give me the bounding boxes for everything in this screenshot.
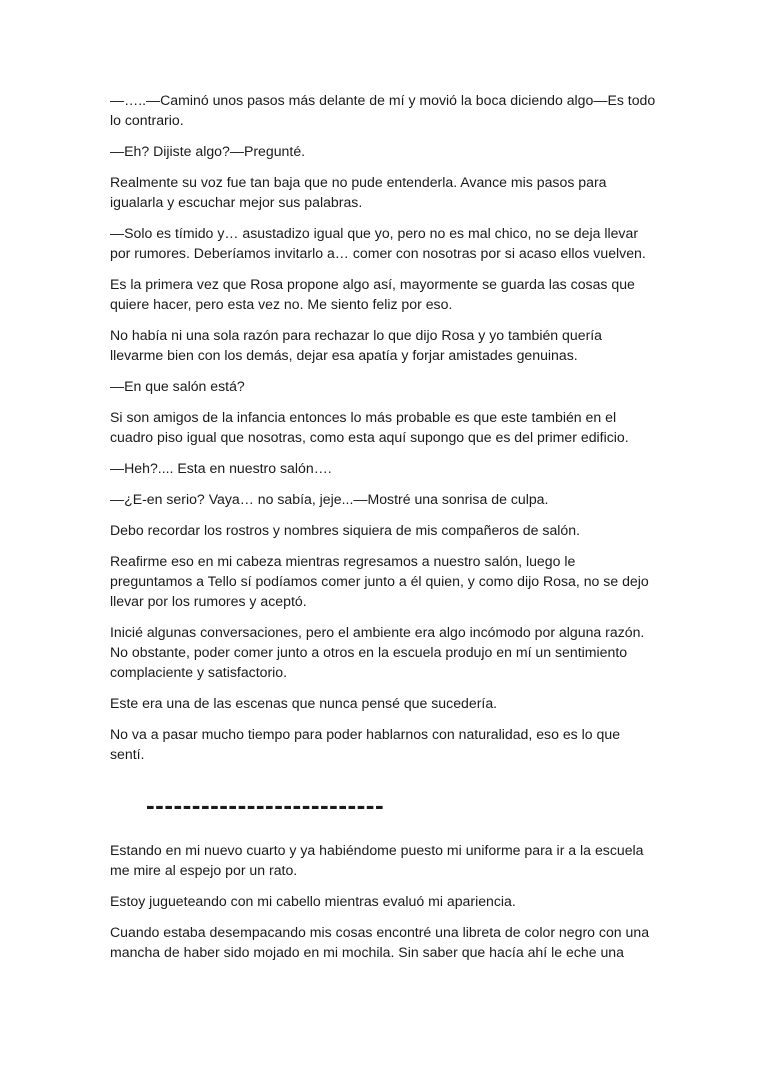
paragraph: Inicié algunas conversaciones, pero el ambiente era algo incómodo por alguna razón. No obstante, poder comer junto a otros en la escuela produjo en mí un sentimiento complaciente y satisfactorio.: [110, 624, 645, 680]
paragraph: —¿E-en serio? Vaya… no sabía, jeje...—Mostré una sonrisa de culpa.: [110, 491, 549, 507]
paragraph: Estando en mi nuevo cuarto y ya habiéndome puesto mi uniforme para ir a la escuela me mire al espejo por un rato.: [110, 842, 644, 878]
paragraph: Debo recordar los rostros y nombres siquiera de mis compañeros de salón.: [110, 522, 581, 538]
paragraph: Estoy jugueteando con mi cabello mientras evaluó mi apariencia.: [110, 893, 516, 909]
paragraph: Si son amigos de la infancia entonces lo más probable es que este también en el cuadro piso igual que nosotras, como esta aquí supongo que es del primer edificio.: [110, 409, 629, 445]
paragraph: No va a pasar mucho tiempo para poder hablarnos con naturalidad, eso es lo que sentí.: [110, 726, 621, 762]
scene-separator: --------------------------: [146, 790, 385, 820]
paragraph: —En que salón está?: [110, 378, 245, 394]
paragraph: —Solo es tímido y… asustadizo igual que yo, pero no es mal chico, no se deja llevar por rumores. Deberíamos invitarlo a… comer con nosotras por si acaso ellos vuelven.: [110, 225, 646, 261]
paragraph: Cuando estaba desempacando mis cosas encontré una libreta de color negro con una mancha de haber sido mojado en mi mochila. Sin saber que hacía ahí le eche una: [110, 924, 650, 960]
document-page: [110, 90, 658, 973]
paragraph: No había ni una sola razón para rechazar lo que dijo Rosa y yo también quería llevarme bien con los demás, dejar esa apatía y forjar amistades genuinas.: [110, 327, 603, 363]
paragraph: —…..—Caminó unos pasos más delante de mí y movió la boca diciendo algo—Es todo lo contrario.: [110, 92, 656, 128]
paragraph: —Eh? Dijiste algo?—Pregunté.: [110, 143, 306, 159]
paragraph: Este era una de las escenas que nunca pensé que sucedería.: [110, 695, 498, 711]
paragraph: —Heh?.... Esta en nuestro salón….: [110, 460, 332, 476]
paragraph: Realmente su voz fue tan baja que no pude entenderla. Avance mis pasos para igualarla y escuchar mejor sus palabras.: [110, 174, 607, 210]
paragraph: Es la primera vez que Rosa propone algo así, mayormente se guarda las cosas que quiere hacer, pero esta vez no. Me siento feliz por eso.: [110, 276, 635, 312]
paragraph: Reafirme eso en mi cabeza mientras regresamos a nuestro salón, luego le preguntamos a Tello sí podíamos comer junto a él quien, y como dijo Rosa, no se dejo llevar por los rumores y aceptó.: [110, 553, 649, 609]
